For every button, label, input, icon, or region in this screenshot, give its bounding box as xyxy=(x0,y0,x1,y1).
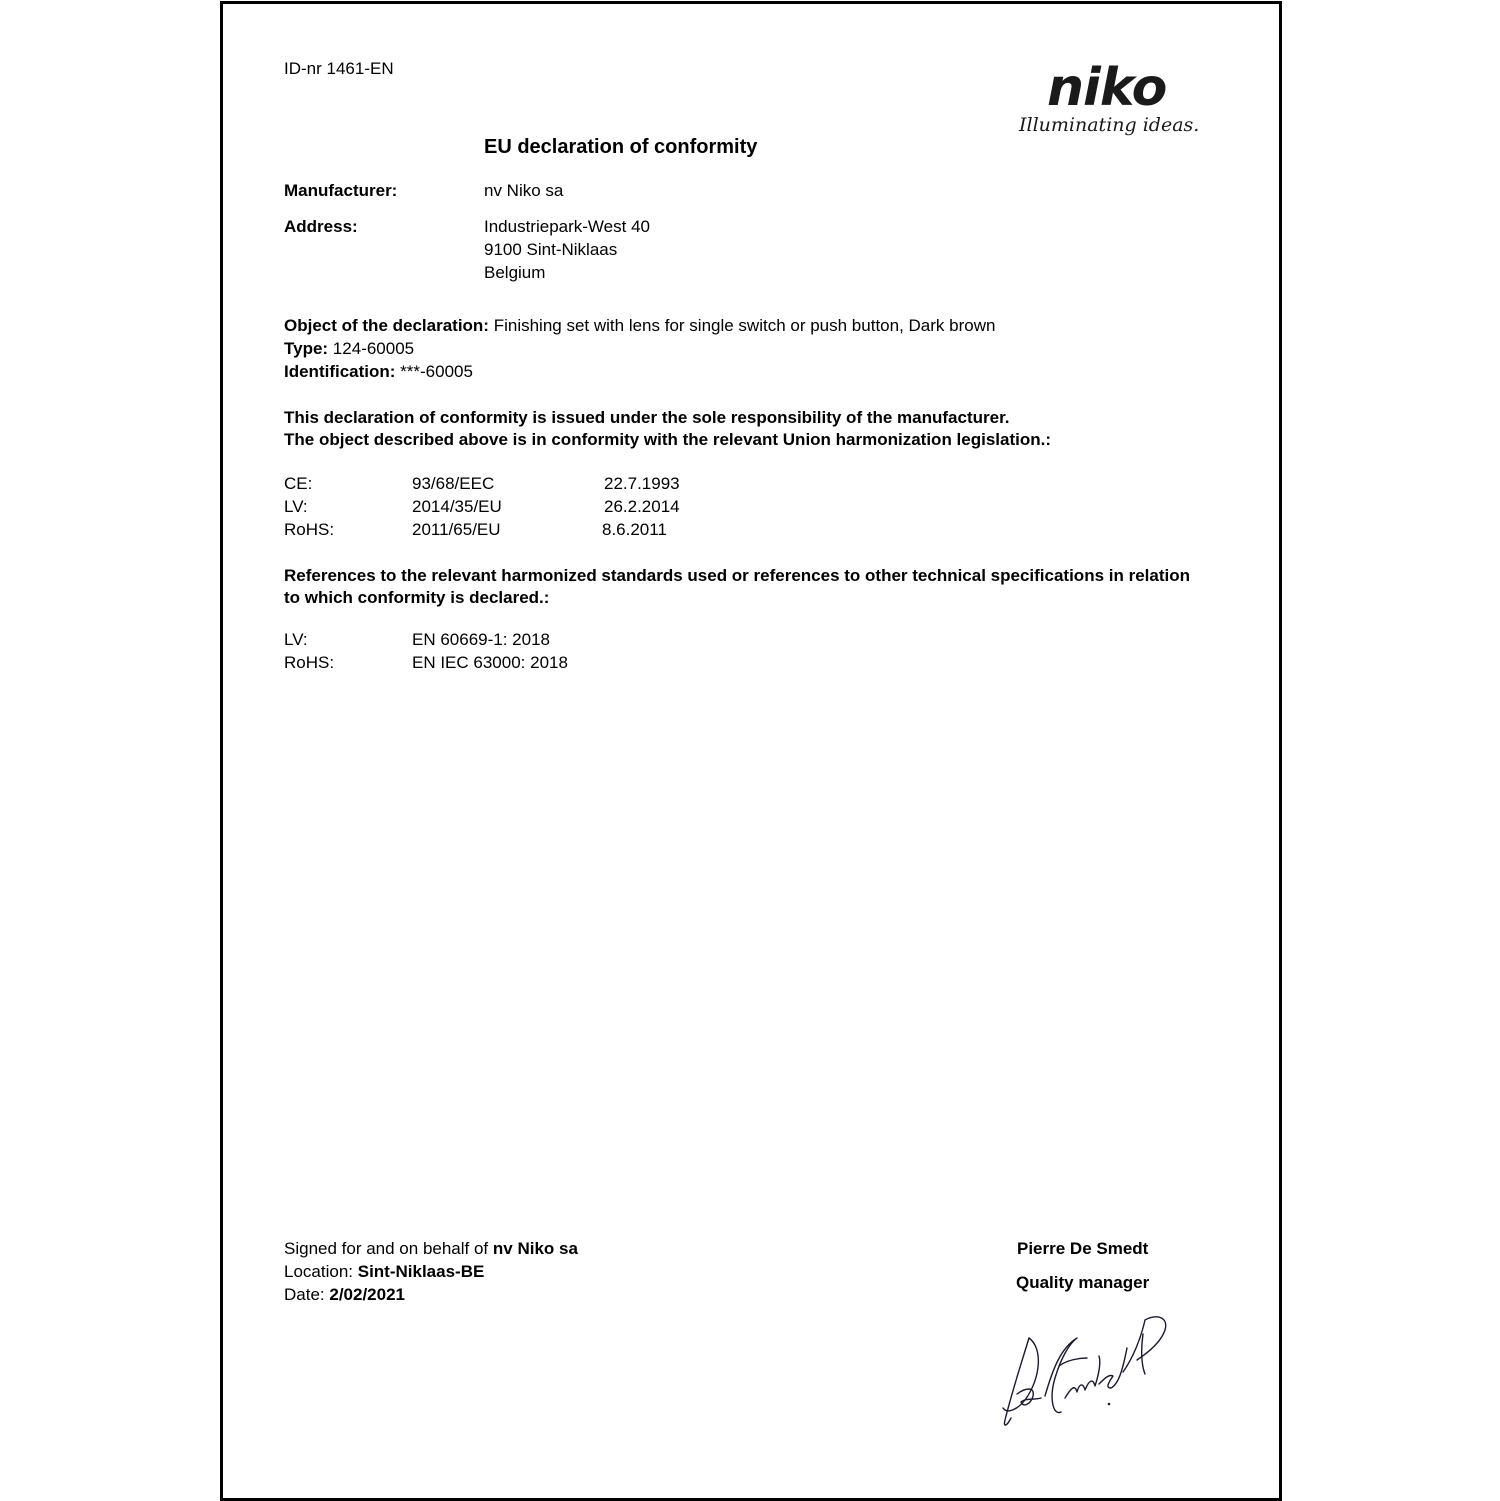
manufacturer-value: nv Niko sa xyxy=(484,181,564,200)
object-value: Finishing set with lens for single switch or push button, Dark brown xyxy=(488,316,996,335)
logo-wordmark: niko xyxy=(1047,58,1167,118)
address-label: Address: xyxy=(284,217,358,236)
niko-logo xyxy=(1015,58,1200,140)
date-value: 2/02/2021 xyxy=(329,1285,405,1304)
location-value: Sint-Niklaas-BE xyxy=(357,1262,485,1281)
signed-prefix: Signed for and on behalf of xyxy=(284,1239,493,1258)
type-label: Type: xyxy=(284,339,329,358)
standard-value: EN IEC 63000: 2018 xyxy=(412,653,568,672)
location-label: Location: xyxy=(284,1262,358,1281)
address-line: Belgium xyxy=(484,263,546,282)
identification-value: ***-60005 xyxy=(395,362,473,381)
statement-line: This declaration of conformity is issued under the sole responsibility of the manufacturer. xyxy=(284,408,1010,427)
references-heading-line: References to the relevant harmonized standards used or references to other technical specifications in relation xyxy=(284,566,1190,585)
signatory-role: Quality manager xyxy=(1016,1273,1150,1292)
legislation-code: RoHS: xyxy=(284,520,335,539)
standard-value: EN 60669-1: 2018 xyxy=(412,630,550,649)
document-id: ID-nr 1461-EN xyxy=(284,59,394,78)
type-value: 124-60005 xyxy=(328,339,415,358)
legislation-directive: 2011/65/EU xyxy=(412,520,501,539)
standard-code: LV: xyxy=(284,630,308,649)
legislation-directive: 93/68/EEC xyxy=(412,474,495,493)
references-heading-line: to which conformity is declared.: xyxy=(284,588,550,607)
legislation-code: CE: xyxy=(284,474,313,493)
address-line: 9100 Sint-Niklaas xyxy=(484,240,618,259)
signed-line xyxy=(284,1238,578,1260)
legislation-date: 22.7.1993 xyxy=(604,474,680,493)
object-label: Object of the declaration: xyxy=(284,316,489,335)
legislation-date: 26.2.2014 xyxy=(604,497,680,516)
statement-line: The object described above is in conformity with the relevant Union harmonization legislation.: xyxy=(284,430,1052,449)
date-label: Date: xyxy=(284,1285,330,1304)
type-line xyxy=(284,338,414,360)
object-line xyxy=(284,315,995,337)
date-line xyxy=(284,1284,405,1306)
location-line xyxy=(284,1261,484,1283)
legislation-directive: 2014/35/EU xyxy=(412,497,502,516)
identification-line xyxy=(284,361,473,383)
legislation-date: 8.6.2011 xyxy=(602,520,667,539)
logo-tagline: Illuminating ideas. xyxy=(1019,114,1200,136)
signed-company: nv Niko sa xyxy=(492,1239,578,1258)
legislation-code: LV: xyxy=(284,497,308,516)
identification-label: Identification: xyxy=(284,362,396,381)
address-line: Industriepark-West 40 xyxy=(484,217,650,236)
manufacturer-label: Manufacturer: xyxy=(284,181,398,200)
signatory-name: Pierre De Smedt xyxy=(1017,1239,1149,1258)
handwritten-signature xyxy=(995,1308,1175,1438)
standard-code: RoHS: xyxy=(284,653,335,672)
page-title: EU declaration of conformity xyxy=(484,136,758,158)
